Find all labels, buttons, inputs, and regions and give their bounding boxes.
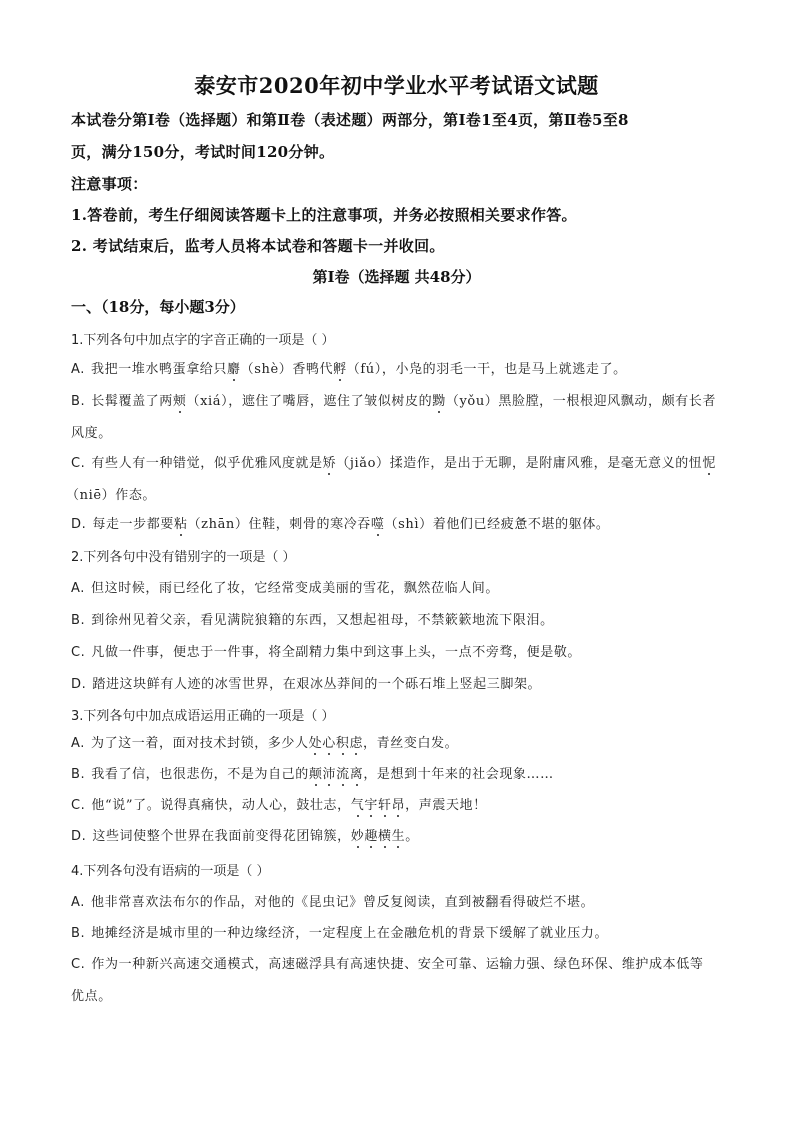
option-label: B.	[71, 394, 86, 409]
dotted-idiom	[351, 829, 405, 844]
option-label: B.	[71, 613, 86, 628]
option-label: C.	[71, 456, 86, 471]
part-heading: 一、（18分，每小题3分）	[71, 298, 245, 316]
option-label: C.	[71, 798, 86, 813]
option-text: （shè）香鸭代	[240, 362, 334, 377]
option-text: （jiǎo）揉造作，是出于无聊，是附庸风雅，是毫无意义的忸	[336, 456, 703, 471]
dotted-char: 妙	[351, 825, 365, 844]
notice-item-2: 2. 考试结束后，监考人员将本试卷和答题卡一并收回。	[71, 237, 445, 255]
dotted-char: 怩	[702, 452, 716, 471]
option-text: （fú），小凫的羽毛一干，也是马上就逃走了。	[346, 362, 627, 377]
option-text: 我把一堆水鸭蛋拿给只	[91, 362, 228, 377]
option-text: ，是想到十年来的社会现象……	[363, 767, 554, 782]
question-2-option-b	[71, 609, 554, 628]
question-4-stem: 4.下列各句没有语病的一项是（ ）	[71, 864, 270, 879]
question-3-option-b	[71, 763, 554, 782]
question-2-stem: 2.下列各句中没有错别字的一项是（ ）	[71, 550, 296, 565]
notice-item-1: 1.答卷前，考生仔细阅读答题卡上的注意事项，并务必按照相关要求作答。	[71, 206, 577, 224]
option-text: 有些人有一种错觉，似乎优雅风度就是	[91, 456, 323, 471]
dotted-char: 流	[336, 763, 350, 782]
dotted-idiom	[351, 798, 405, 813]
option-text: 踏进这块鲜有人迹的冰雪世界，在艰冰丛莽间的一个砾石堆上竖起三脚架。	[92, 677, 542, 692]
option-label: A.	[71, 895, 85, 910]
dotted-char: 颊	[173, 390, 187, 409]
dotted-char: 横	[378, 825, 392, 844]
option-text: 每走一步都要	[92, 517, 174, 532]
question-2-option-a	[71, 577, 499, 596]
question-2-option-d	[71, 673, 541, 692]
option-text: 作为一种新兴高速交通模式，高速磁浮具有高速快捷、安全可靠、运输力强、绿色环保、维护成本低等	[91, 957, 704, 972]
section-title: 第Ⅰ卷（选择题 共48分）	[312, 268, 481, 286]
dotted-char: 轩	[378, 794, 392, 813]
option-text: 我看了信，也很悲伤，不是为自己的	[91, 767, 309, 782]
dotted-char: 孵	[333, 358, 347, 377]
dotted-char: 趣	[364, 825, 378, 844]
option-text: 他“说”了。说得真痛快，动人心，鼓壮志，	[91, 798, 351, 813]
question-3-option-a	[71, 732, 458, 751]
dotted-char: 噬	[371, 513, 385, 532]
dotted-char: 沛	[322, 763, 336, 782]
option-text: （xiá），遮住了嘴唇，遮住了皱似树皮的	[186, 394, 433, 409]
question-1-option-b	[71, 390, 716, 409]
option-text: （yǒu）黑脸膛，一根根迎风飘动，颇有长者	[445, 394, 716, 409]
option-label: A.	[71, 581, 85, 596]
question-1-option-c-continuation: （niē）作态。	[66, 488, 157, 503]
option-label: A.	[71, 362, 85, 377]
dotted-char: 离	[350, 763, 364, 782]
option-label: D.	[71, 677, 87, 692]
notice-heading: 注意事项：	[71, 175, 148, 193]
option-label: D.	[71, 829, 87, 844]
question-3-stem: 3.下列各句中加点成语运用正确的一项是（ ）	[71, 709, 335, 724]
dotted-char: 虑	[349, 732, 363, 751]
dotted-char: 颠	[309, 763, 323, 782]
option-label: C.	[71, 645, 86, 660]
option-text: 但这时候，雨已经化了妆，它经常变成美丽的雪花，飘然莅临人间。	[91, 581, 500, 596]
dotted-char: 生	[392, 825, 406, 844]
question-1-option-d	[71, 513, 610, 532]
option-text: （shì）着他们已经疲惫不堪的躯体。	[384, 517, 610, 532]
option-label: B.	[71, 767, 86, 782]
question-4-option-b	[71, 922, 608, 941]
dotted-char: 粘	[174, 513, 188, 532]
question-2-option-c	[71, 641, 581, 660]
question-1-option-a	[71, 358, 627, 377]
option-label: D.	[71, 517, 87, 532]
option-label: A.	[71, 736, 85, 751]
option-text: （zhān）住鞋，刺骨的寒冷吞	[187, 517, 371, 532]
option-text: 。	[405, 829, 419, 844]
page-title: 泰安市2020年初中学业水平考试语文试题	[194, 73, 599, 98]
intro-line-2: 页，满分150分，考试时间120分钟。	[71, 143, 335, 161]
dotted-char: 麝	[227, 358, 241, 377]
option-text: 为了这一着，面对技术封锁，多少人	[91, 736, 309, 751]
option-label: C.	[71, 957, 86, 972]
dotted-char: 心	[322, 732, 336, 751]
option-text: 长髯覆盖了两	[91, 394, 173, 409]
dotted-char: 矫	[323, 452, 337, 471]
dotted-char: 积	[336, 732, 350, 751]
question-1-stem: 1.下列各句中加点字的字音正确的一项是（ ）	[71, 333, 335, 348]
intro-line-1: 本试卷分第Ⅰ卷（选择题）和第Ⅱ卷（表述题）两部分，第Ⅰ卷1至4页，第Ⅱ卷5至8	[71, 111, 629, 129]
option-text: ，青丝变白发。	[363, 736, 459, 751]
option-text: 地摊经济是城市里的一种边缘经济，一定程度上在金融危机的背景下缓解了就业压力。	[91, 926, 609, 941]
question-4-option-a	[71, 891, 594, 910]
question-3-option-c	[71, 794, 487, 813]
dotted-char: 气	[351, 794, 365, 813]
option-text: ，声震天地！	[405, 798, 487, 813]
dotted-char: 昂	[392, 794, 406, 813]
dotted-char: 宇	[364, 794, 378, 813]
dotted-char: 处	[309, 732, 323, 751]
question-4-option-c-continuation: 优点。	[71, 989, 112, 1004]
option-label: B.	[71, 926, 86, 941]
dotted-idiom	[309, 736, 363, 751]
option-text: 他非常喜欢法布尔的作品，对他的《昆虫记》曾反复阅读，直到被翻看得破烂不堪。	[91, 895, 595, 910]
question-1-option-c	[71, 452, 716, 471]
option-text: 到徐州见着父亲，看见满院狼籍的东西，又想起祖母，不禁簌簌地流下限泪。	[91, 613, 554, 628]
option-text: 凡做一件事，便忠于一件事，将全副精力集中到这事上头，一点不旁骛，便是敬。	[91, 645, 582, 660]
question-4-option-c	[71, 953, 703, 972]
option-text: 这些词使整个世界在我面前变得花团锦簇，	[92, 829, 351, 844]
dotted-char: 黝	[432, 390, 446, 409]
dotted-idiom	[309, 767, 363, 782]
question-1-option-b-continuation: 风度。	[71, 426, 112, 441]
question-3-option-d	[71, 825, 419, 844]
